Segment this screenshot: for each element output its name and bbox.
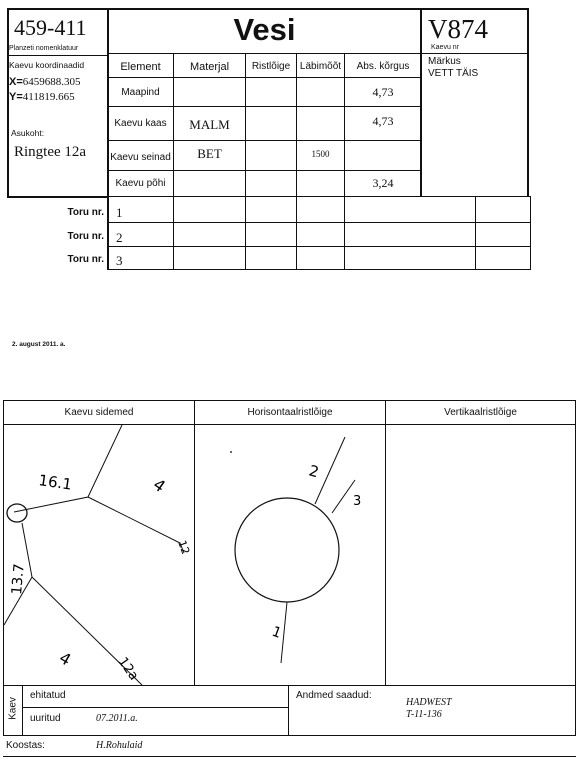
sketch-label: 13.7	[9, 562, 28, 596]
well-number-value: V874	[428, 14, 488, 44]
remarks-value: VETT TÄIS	[428, 68, 479, 79]
built-label: ehitatud	[30, 690, 66, 701]
col-header-height: Abs. kõrgus	[356, 61, 410, 72]
speck	[230, 451, 232, 453]
nomenclature-label: Planzeti nomenklatuur	[9, 45, 79, 52]
pipe-label: Toru nr.	[67, 207, 104, 218]
well-number-label: Kaevu nr	[431, 44, 460, 51]
well-marker-icon	[7, 504, 27, 522]
col-header-material: Materjal	[189, 60, 230, 73]
sketch-label: 4	[56, 648, 75, 670]
author-value: H.Rohulaid	[96, 740, 143, 751]
row-element: Maapind	[121, 86, 160, 98]
horizontal-section-sketch	[195, 425, 385, 685]
coords-label: Kaevu koordinaadid	[9, 60, 85, 70]
source-value-code: T-11-136	[406, 709, 442, 720]
pipe-label: Toru nr.	[67, 254, 104, 265]
col-header-element: Element	[120, 60, 161, 73]
row-height: 4,73	[372, 84, 394, 99]
coord-y	[9, 91, 75, 103]
section-label: 1	[269, 623, 284, 642]
row-height: 4,73	[372, 113, 394, 128]
coord-y-label: Y=	[9, 91, 23, 103]
sketch-label: 12	[175, 538, 193, 557]
row-height: 3,24	[372, 176, 394, 190]
surveyed-label: uuritud	[30, 713, 61, 724]
nomenclature-value: 459-411	[14, 15, 87, 40]
row-material: BET	[197, 146, 222, 161]
coord-x	[9, 76, 81, 88]
section-label: 3	[353, 494, 362, 509]
author-label: Koostas:	[6, 740, 45, 751]
drawing-header-vertical: Vertikaalristlõige	[444, 407, 517, 418]
coord-x-label: X=	[9, 76, 23, 88]
row-element: Kaevu kaas	[114, 118, 167, 129]
location-value: Ringtee 12a	[14, 144, 87, 160]
location-label: Asukoht:	[11, 128, 45, 138]
row-material: MALM	[189, 117, 230, 132]
sketch-label: 16.1	[37, 471, 74, 494]
remarks-label: Märkus	[428, 56, 461, 67]
row-diameter: 1500	[311, 149, 330, 159]
coord-x-value: 6459688.305	[22, 76, 81, 88]
col-header-cross-section: Ristlõige	[251, 61, 291, 72]
connections-sketch	[4, 425, 194, 685]
sketch-label: 4	[149, 474, 169, 497]
sketch-label: 12a	[114, 654, 142, 684]
pipe-label: Toru nr.	[67, 231, 104, 242]
page-title: Vesi	[233, 12, 296, 47]
source-value-company: HADWEST	[406, 697, 452, 708]
well-circle	[235, 498, 339, 602]
footer-side-label: Kaev	[7, 697, 19, 720]
document-date: 2. august 2011. a.	[12, 341, 66, 348]
pipe-number: 1	[116, 205, 123, 220]
pipe-number: 3	[116, 253, 123, 268]
pipe-number: 2	[116, 230, 123, 245]
source-label: Andmed saadud:	[296, 690, 372, 701]
coord-y-value: 411819.665	[22, 91, 75, 103]
drawing-header-connections: Kaevu sidemed	[64, 407, 134, 418]
drawing-header-horizontal: Horisontaalristlõige	[247, 407, 333, 418]
row-element: Kaevu seinad	[110, 151, 171, 163]
section-label: 2	[306, 461, 321, 482]
col-header-diameter: Läbimõõt	[299, 61, 342, 72]
surveyed-value: 07.2011.a.	[96, 713, 138, 724]
row-element: Kaevu põhi	[115, 178, 166, 189]
